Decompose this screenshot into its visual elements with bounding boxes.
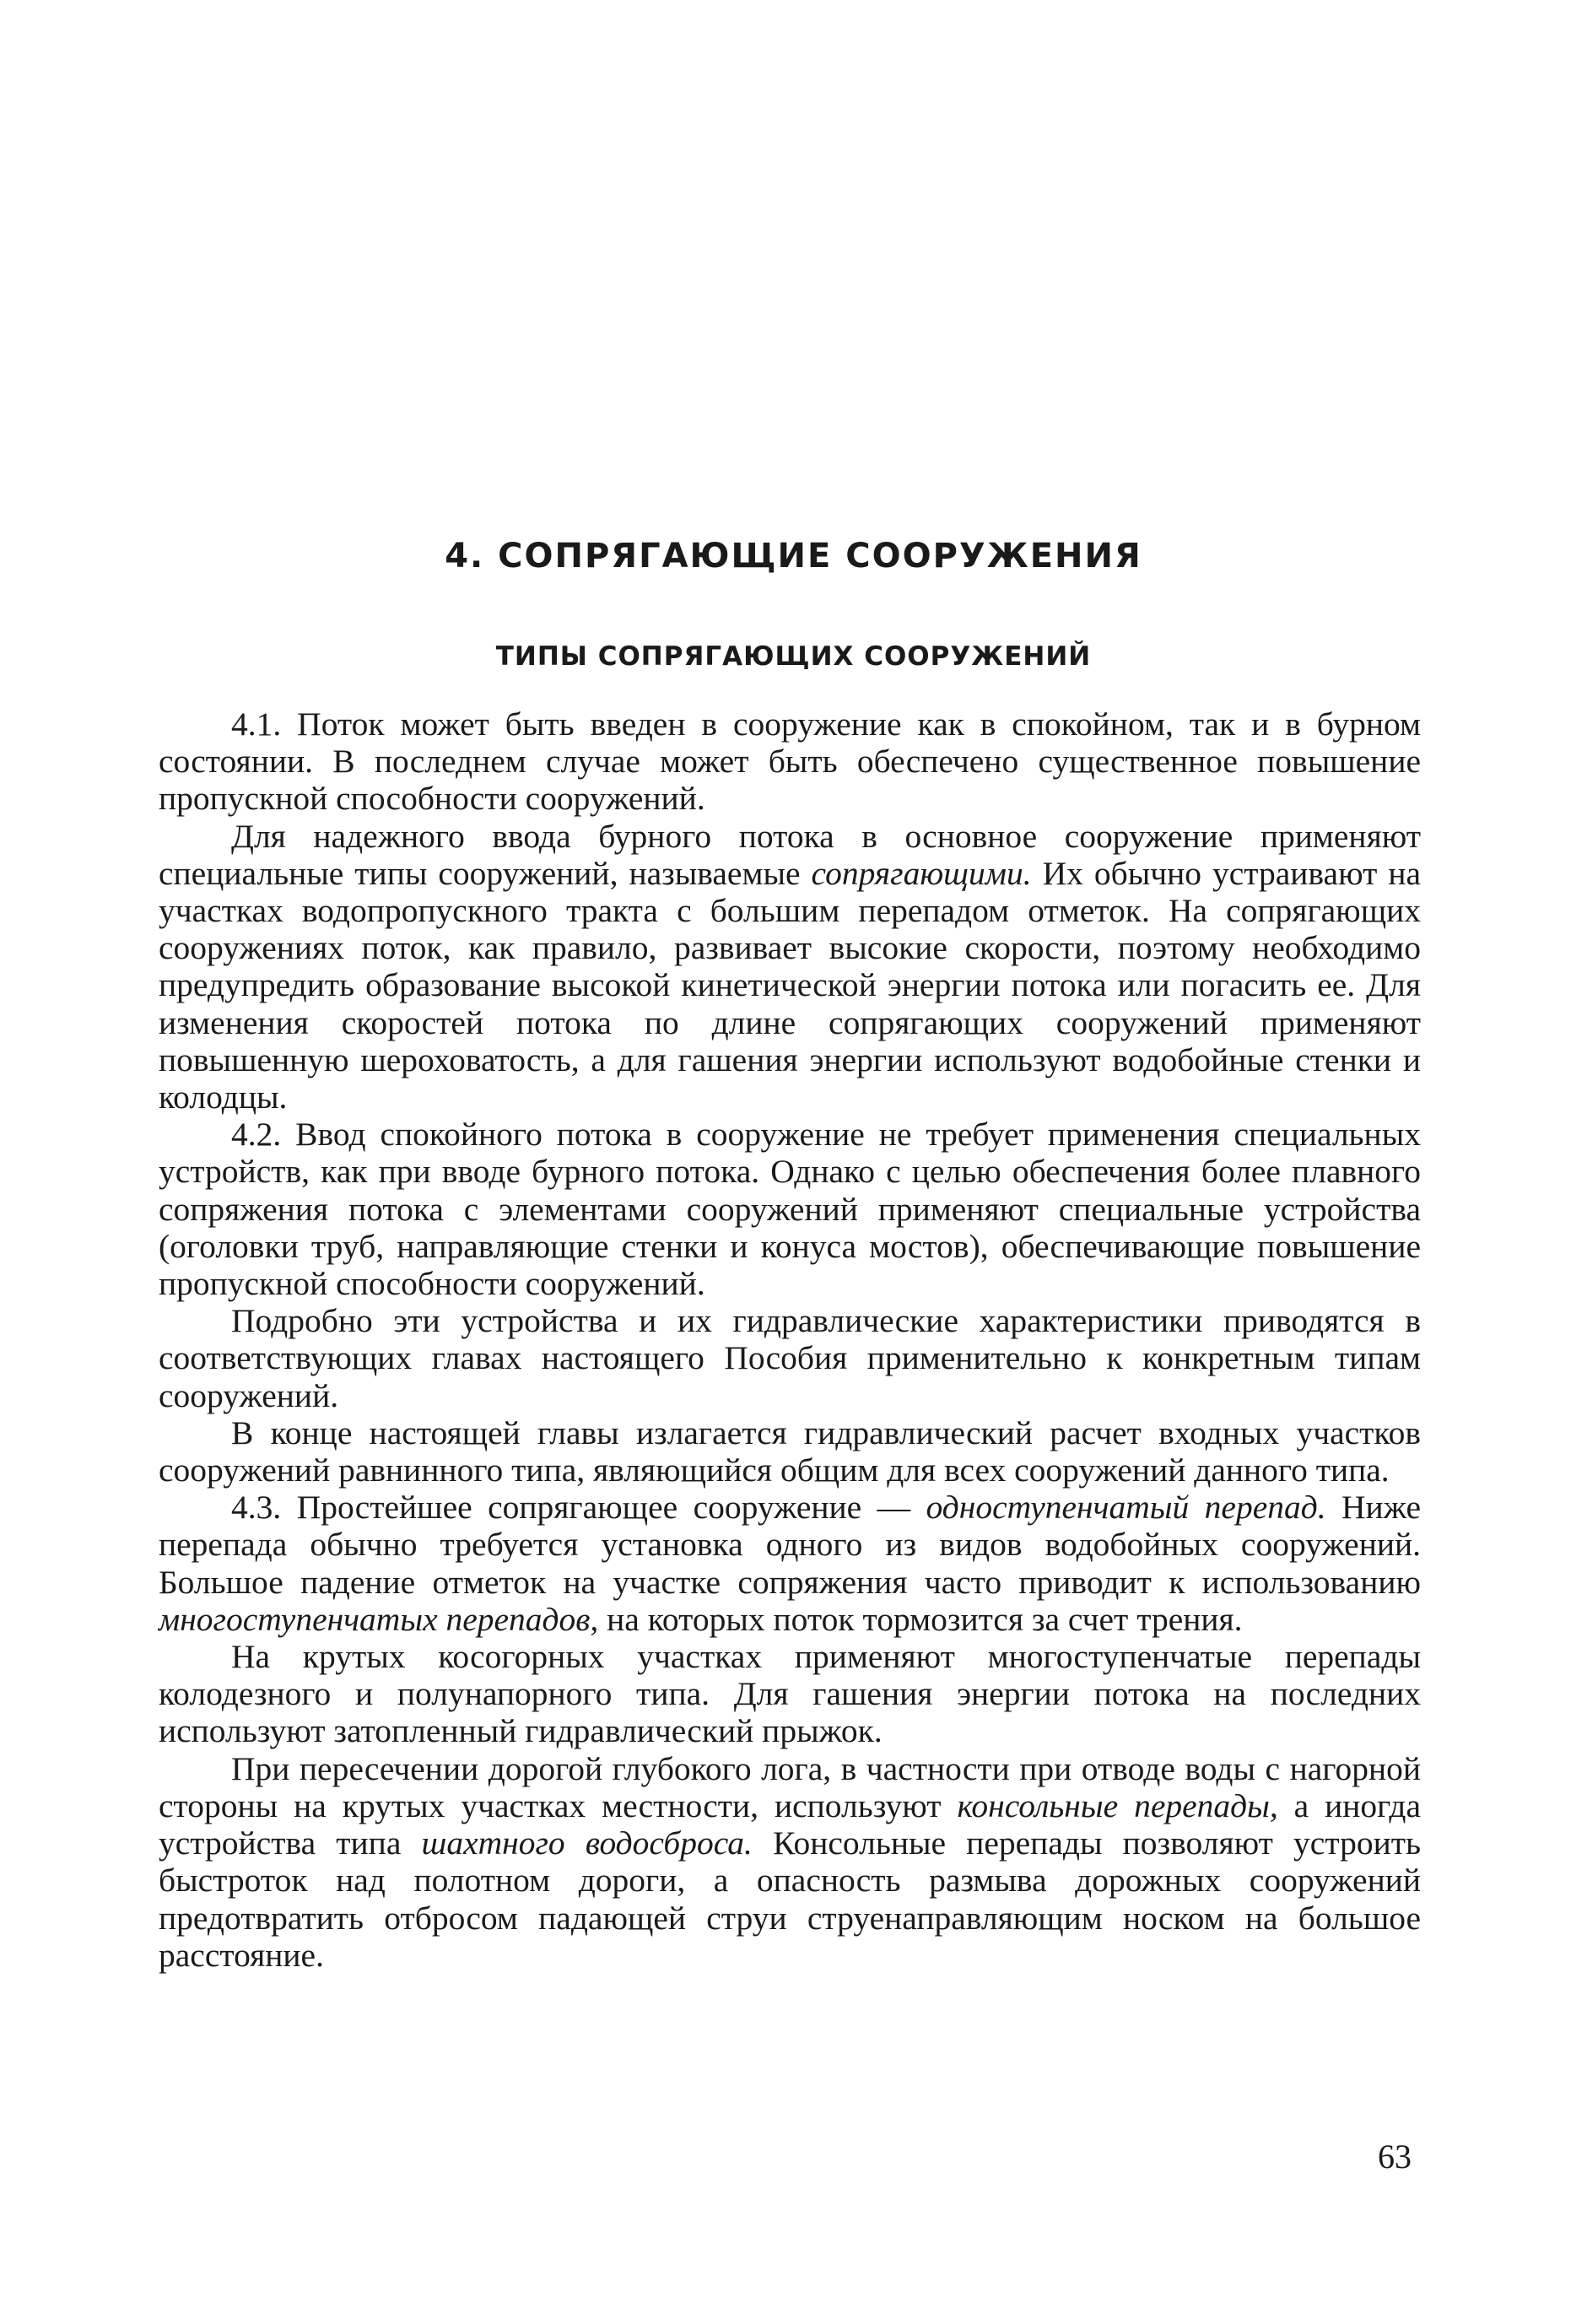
paragraph-chapter-end	[159, 1414, 1421, 1489]
paragraph-text: 4.2. Ввод спокойного потока в сооружение не требует применения специальных устройств, как при вводе бурного потока. Однако с целью обеспечения более плавного сопряжения потока с элементами сооружений применяют специальные устройства (оголовки труб, направляющие стенки и конуса мостов), обеспечивающие повышение пропускной способности сооружений.	[159, 1116, 1421, 1303]
emphasized-term: многоступенчатых перепадов,	[159, 1600, 599, 1638]
paragraph-text: 4.1. Поток может быть введен в сооружение как в спокойном, так и в бурном состоянии. В последнем случае может быть обеспечено существенное повышение пропускной способности сооружений.	[159, 705, 1421, 818]
paragraph-devices-details	[159, 1302, 1421, 1414]
emphasized-term: консольные перепады,	[957, 1786, 1278, 1824]
paragraph-4-1	[159, 705, 1421, 818]
paragraph-text: 4.3. Простейшее сопрягающее сооружение —	[231, 1489, 926, 1527]
emphasized-term: одноступенчатый перепад.	[926, 1489, 1326, 1527]
paragraph-text: В конце настоящей главы излагается гидравлический расчет входных участков сооружений равнинного типа, являющийся общим для всех сооружений данного типа.	[159, 1413, 1421, 1489]
paragraph-slopes	[159, 1638, 1421, 1750]
paragraph-text: Подробно эти устройства и их гидравлические характеристики приводятся в соответствующих главах настоящего Пособия применительно к конкретным типам сооружений.	[159, 1302, 1421, 1414]
paragraph-text: а иногда устройства типа	[159, 1786, 1422, 1862]
emphasized-term: шахтного водосброса.	[421, 1824, 753, 1862]
page-number: 63	[1378, 2138, 1412, 2175]
paragraph-cantilever	[159, 1750, 1421, 1974]
paragraph-text: Их обычно устраивают на участках водопропускного тракта с большим перепадом отметок. На сопрягающих сооружениях поток, как правило, развивает высокие скорости, поэтому необходимо предупредить образование высокой кинетической энергии потока или погасить ее. Для изменения скоростей потока по длине сопрягающих сооружений применяют повышенную шероховатость, а для гашения энергии используют водобойные стенки и колодцы.	[159, 854, 1422, 1116]
body-text	[159, 705, 1421, 1974]
paragraph-text: На крутых косогорных участках применяют многоступенчатые перепады колодезного и полунапорного типа. Для гашения энергии потока на последних используют затопленный гидравлический прыжок.	[159, 1638, 1421, 1750]
paragraph-text: Ниже перепада обычно требуется установка одного из видов водобойных сооружений. Большое падение отметок на участке сопряжения часто приводит к использованию	[159, 1489, 1421, 1601]
paragraph-text: Для надежного ввода бурного потока в основное сооружение применяют специальные типы сооружений, называемые	[159, 817, 1421, 892]
chapter-title: 4. СОПРЯГАЮЩИЕ СООРУЖЕНИЯ	[445, 537, 1142, 576]
paragraph-4-2	[159, 1116, 1421, 1302]
emphasized-term: сопрягающими.	[811, 854, 1032, 892]
paragraph-text: на которых поток тормозится за счет трения.	[598, 1600, 1243, 1638]
section-title: ТИПЫ СОПРЯГАЮЩИХ СООРУЖЕНИЙ	[495, 641, 1092, 672]
paragraph-conjugating-definition	[159, 818, 1421, 1116]
paragraph-4-3	[159, 1489, 1421, 1638]
paragraph-text: Консольные перепады позволяют устроить быстроток над полотном дороги, а опасность размыва дорожных сооружений предотвратить отбросом падающей струи струенаправляющим носком на большое расстояние.	[159, 1824, 1421, 1974]
paragraph-text: При пересечении дорогой глубокого лога, в частности при отводе воды с нагорной стороны на крутых участках местности, используют	[159, 1749, 1421, 1824]
